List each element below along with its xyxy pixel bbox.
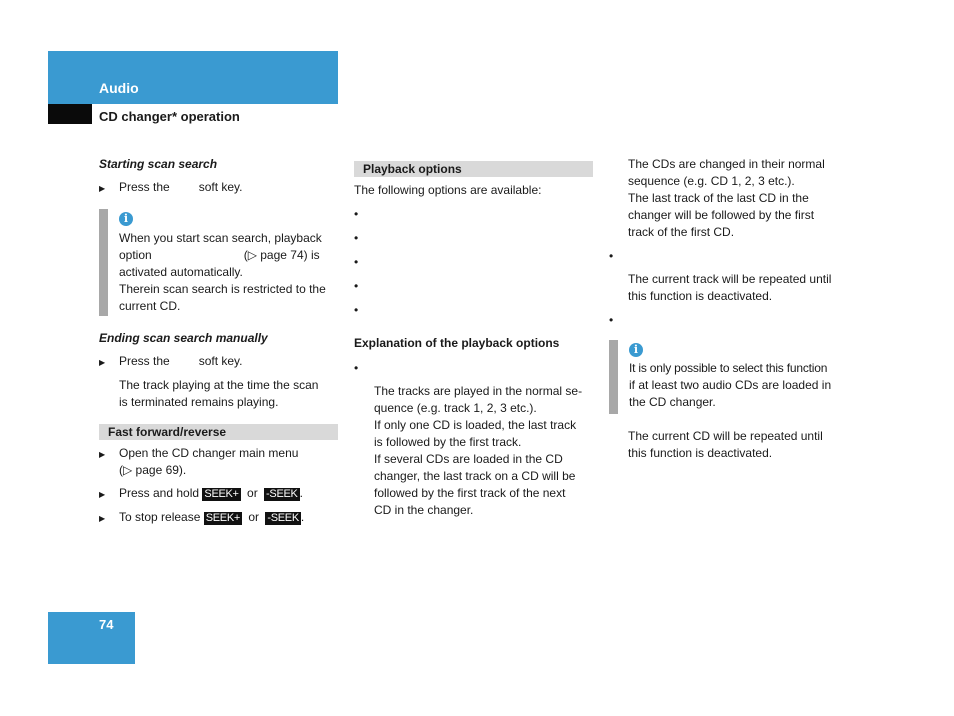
arrow-icon: ▶ [99,358,106,367]
seek-plus-key: SEEK+ [204,488,239,500]
ff-step-press-hold: ▶ Press and hold SEEK+ or -SEEK . [99,485,339,502]
arrow-icon: ▶ [99,184,106,193]
section-title: Audio [99,80,139,96]
bullet-icon: • [354,231,359,245]
info-icon: i [629,343,643,357]
arrow-icon: ▶ [99,490,106,499]
seek-plus-key: SEEK+ [205,512,241,524]
bullet-icon: • [609,313,614,327]
seek-minus-key: -SEEK [266,488,298,500]
page-number: 74 [99,617,114,632]
page-number-box [48,612,135,664]
starting-scan-heading: Starting scan search [99,157,218,171]
ff-step-open-menu: ▶ Open the CD changer main menu (▷ page 69). [99,446,299,477]
bullet-icon: • [354,303,359,317]
bullet-icon: • [609,249,614,263]
start-scan-step: ▶ Press the soft key. [99,179,337,196]
explanation-paragraph: The tracks are played in the normal se- quence (e.g. track 1, 2, 3 etc.). If only one CD is loaded, the last track is followed by the first track. If several CDs are loaded in the CD changer, the last track on a CD will be followed by the first track of the next CD in the changer. [374,384,583,517]
fast-forward-bar: Fast forward/reverse [99,424,338,440]
bullet-icon: • [354,255,359,269]
track-repeat-paragraph: The current track will be repeated until this function is deactivated. [628,272,832,303]
explanation-heading: Explanation of the playback options [354,336,560,350]
header-black-tab [48,104,92,124]
bullet-icon: • [354,207,359,221]
options-intro: The following options are available: [354,183,542,197]
arrow-icon: ▶ [99,514,106,523]
end-scan-step: ▶ Press the soft key. [99,353,337,370]
cd-repeat-paragraph: The current CD will be repeated until this function is deactivated. [628,429,823,460]
seek-minus-key: -SEEK [267,512,299,524]
arrow-icon: ▶ [99,450,106,459]
playback-options-bar: Playback options [354,161,593,177]
info-icon: i [119,212,133,226]
ff-step-release: ▶ To stop release SEEK+ or -SEEK . [99,509,339,526]
bullet-icon: • [354,361,359,375]
subsection-title: CD changer* operation [99,109,240,124]
info-note-2: i It is only possible to select this function if at least two audio CDs are loaded in the CD changer. [609,340,849,414]
end-scan-result: The track playing at the time the scan is terminated remains playing. [119,378,319,409]
info-note-1: i When you start scan search, playback option (▷ page 74) is activated automatically. Therein scan search is restricted to the current CD. [99,209,339,316]
ending-scan-heading: Ending scan search manually [99,331,268,345]
cd-sequence-paragraph: The CDs are changed in their normal sequence (e.g. CD 1, 2, 3 etc.). The last track of the last CD in the changer will be followed by the first track of the first CD. [628,157,825,239]
bullet-icon: • [354,279,359,293]
header-band [48,51,338,104]
